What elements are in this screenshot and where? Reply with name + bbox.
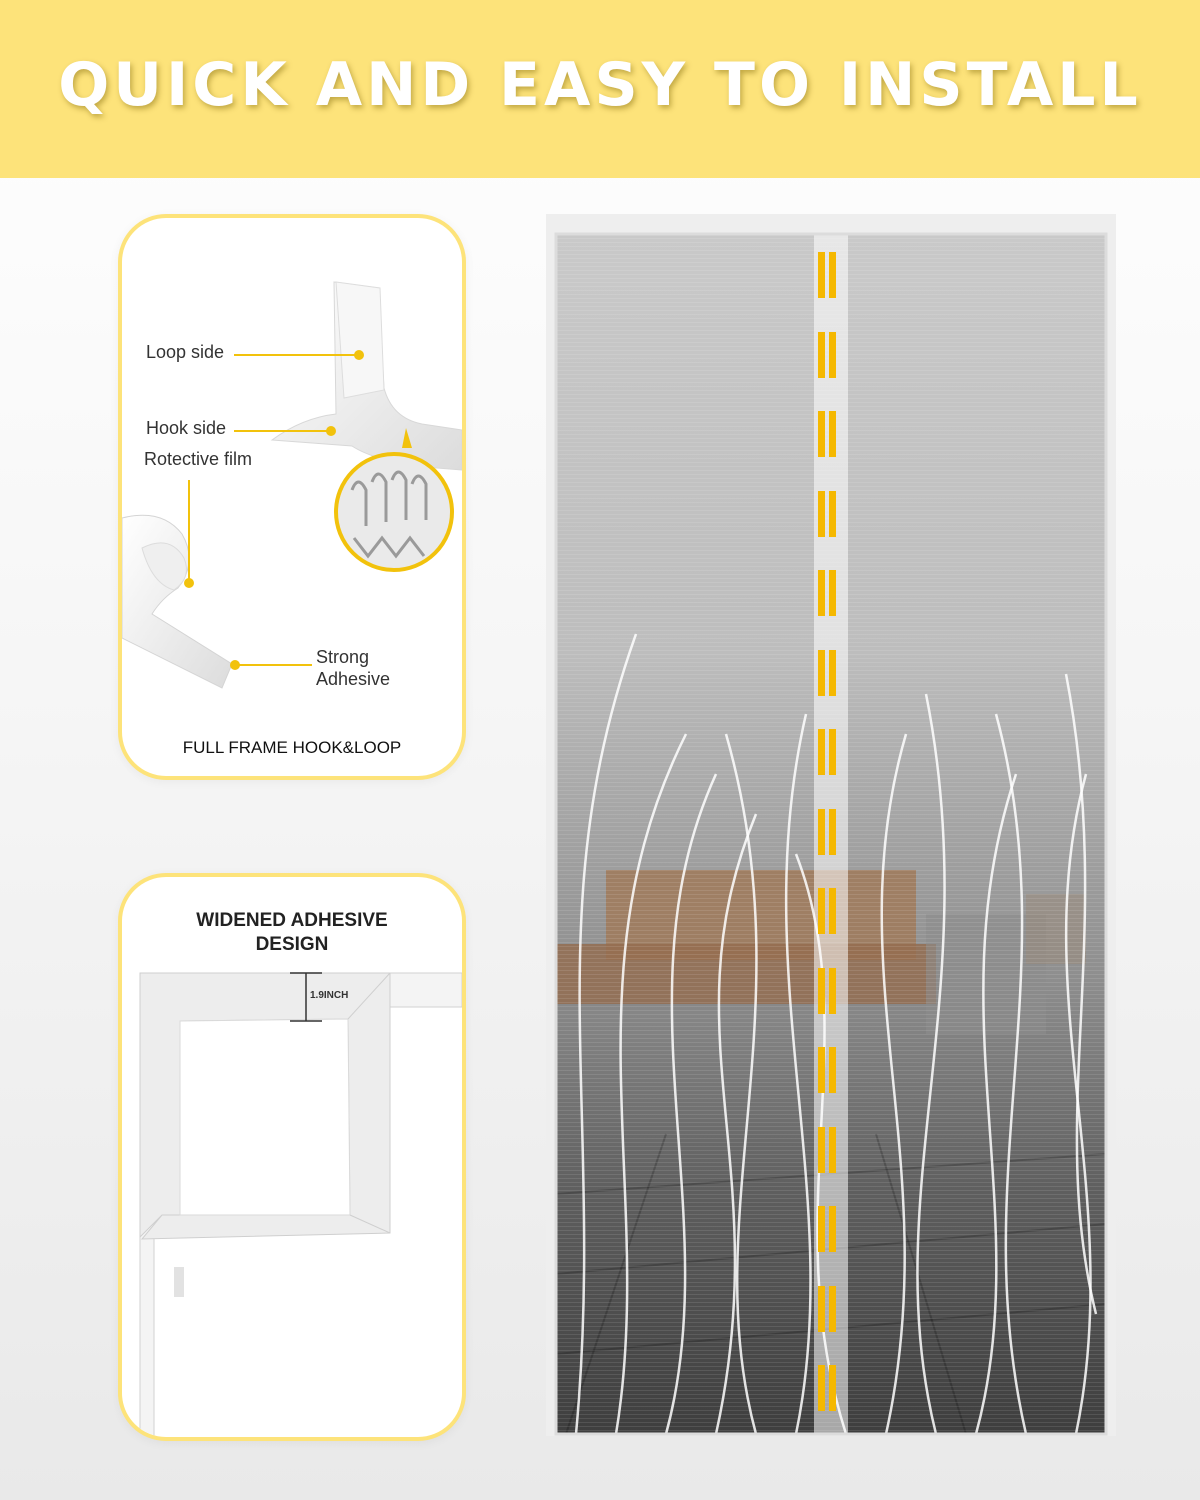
- loop-side-label: Loop side: [146, 342, 225, 362]
- magnet-strip: [818, 570, 838, 616]
- loop-side-leader-line: [234, 354, 358, 356]
- magnet-strip: [818, 1047, 838, 1093]
- hook-side-marker: [326, 426, 336, 436]
- protective-film-label: Rotective film: [144, 449, 253, 469]
- hook-loop-caption: FULL FRAME HOOK&LOOP: [182, 738, 402, 757]
- banner-title: QUICK AND EASY TO INSTALL: [58, 50, 1142, 120]
- magnet-strip: [818, 411, 838, 457]
- magnet-strip: [818, 1365, 838, 1411]
- adhesive-frame-illustration: [122, 877, 462, 1437]
- magnet-strip: [818, 332, 838, 378]
- magnet-strip: [818, 729, 838, 775]
- widened-adhesive-card: [118, 873, 466, 1441]
- protective-film-leader-line: [188, 480, 190, 580]
- magnet-strip: [818, 252, 838, 298]
- magnet-strip: [818, 968, 838, 1014]
- magnet-strip: [818, 1286, 838, 1332]
- magnet-strip: [818, 888, 838, 934]
- hook-loop-tape-illustration: [122, 218, 462, 776]
- header-banner: [0, 0, 1200, 178]
- protective-film-marker: [184, 578, 194, 588]
- loop-side-marker: [354, 350, 364, 360]
- magnet-strip: [818, 809, 838, 855]
- magnet-strip: [818, 491, 838, 537]
- magnet-strip: [818, 650, 838, 696]
- hook-side-label: Hook side: [146, 418, 227, 438]
- strong-adhesive-marker: [230, 660, 240, 670]
- magnet-strip: [818, 1206, 838, 1252]
- width-dimension-label: 1.9INCH: [310, 990, 349, 1001]
- widened-adhesive-title-line2: DESIGN: [255, 934, 329, 955]
- strong-adhesive-line2: Adhesive: [316, 669, 391, 689]
- magnet-strip: [818, 1127, 838, 1173]
- strong-adhesive-leader-line: [234, 664, 312, 666]
- hook-loop-card: [118, 214, 466, 780]
- widened-adhesive-title-line1: WIDENED ADHESIVE: [196, 910, 388, 931]
- hook-side-leader-line: [234, 430, 330, 432]
- strong-adhesive-label: [316, 646, 390, 690]
- strong-adhesive-line1: Strong: [316, 647, 370, 667]
